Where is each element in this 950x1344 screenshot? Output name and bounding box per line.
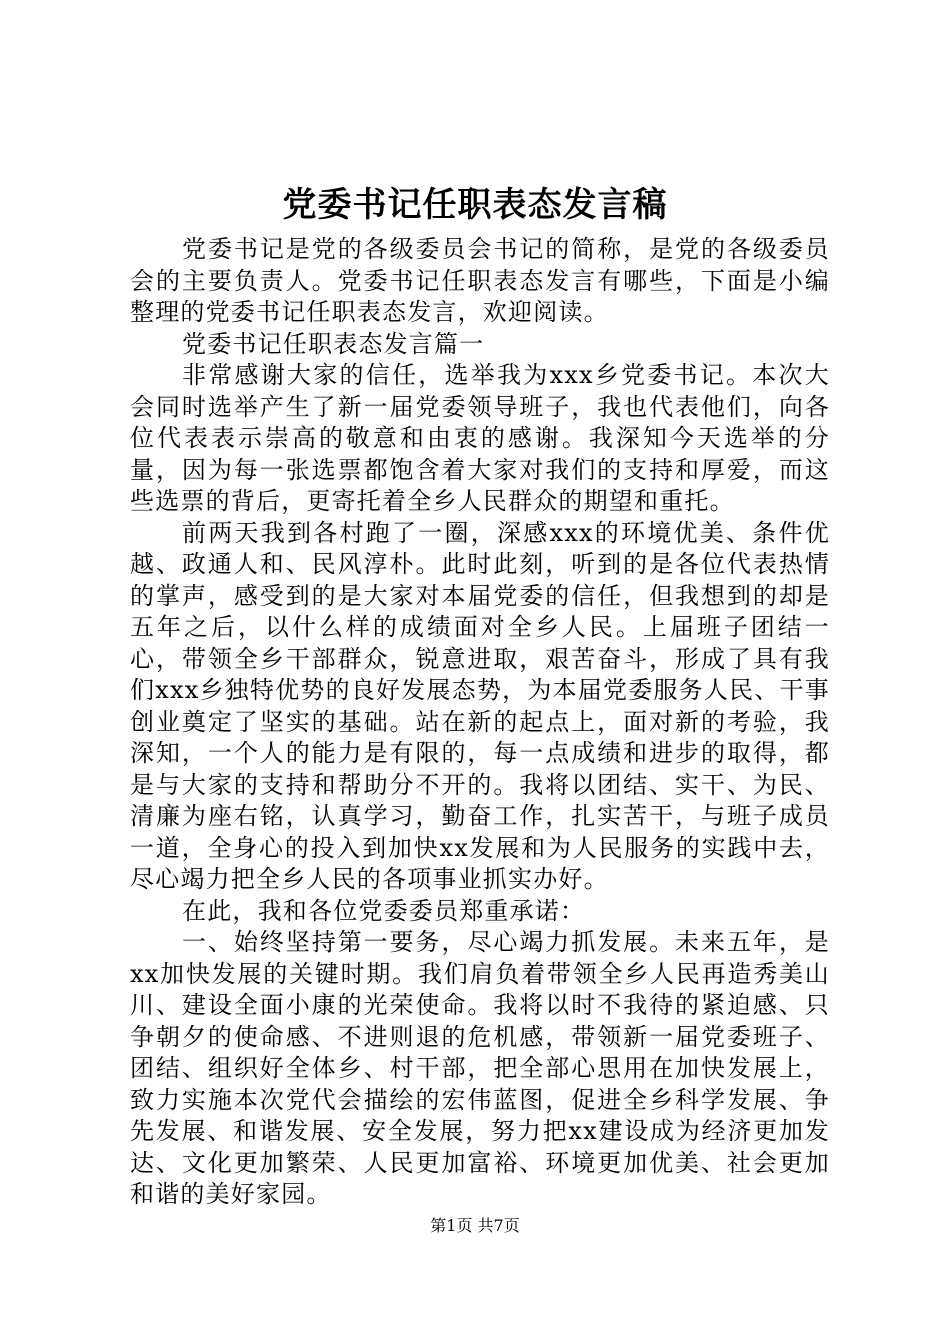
section-heading: 党委书记任职表态发言篇一 [182, 329, 485, 358]
document-body [130, 234, 830, 1211]
page-footer: 第1页 共7页 [430, 1216, 520, 1235]
body-paragraph: 前两天我到各村跑了一圈，深感xxx的环境优美、条件优越、政通人和、民风淳朴。此时此刻，听到的是各位代表热情的掌声，感受到的是大家对本届党委的信任，但我想到的却是五年之后，以什么样的成绩面对全乡人民。上届班子团结一心，带领全乡干部群众，锐意进取，艰苦奋斗，形成了具有我们xxx乡独特优势的良好发展态势，为本届党委服务人民、干事创业奠定了坚实的基础。站在新的起点上，面对新的考验，我深知，一个人的能力是有限的，每一点成绩和进步的取得，都是与大家的支持和帮助分不开的。我将以团结、实干、为民、清廉为座右铭，认真学习，勤奋工作，扎实苦干，与班子成员一道，全身心的投入到加快xx发展和为人民服务的实践中去，尽心竭力把全乡人民的各项事业抓实办好。 [130, 518, 830, 893]
body-paragraph: 在此，我和各位党委委员郑重承诺： [182, 896, 586, 925]
intro-paragraph: 党委书记是党的各级委员会书记的简称，是党的各级委员会的主要负责人。党委书记任职表态发言有哪些，下面是小编整理的党委书记任职表态发言，欢迎阅读。 [130, 235, 830, 326]
body-paragraph: 一、始终坚持第一要务，尽心竭力抓发展。未来五年，是xx加快发展的关键时期。我们肩负着带领全乡人民再造秀美山川、建设全面小康的光荣使命。我将以时不我待的紧迫感、只争朝夕的使命感、不进则退的危机感，带领新一届党委班子、团结、组织好全体乡、村干部，把全部心思用在加快发展上，致力实施本次党代会描绘的宏伟蓝图，促进全乡科学发展、争先发展、和谐发展、安全发展，努力把xx建设成为经济更加发达、文化更加繁荣、人民更加富裕、环境更加优美、社会更加和谐的美好家园。 [130, 928, 830, 1208]
body-paragraph: 非常感谢大家的信任，选举我为xxx乡党委书记。本次大会同时选举产生了新一届党委领导班子，我也代表他们，向各位代表表示崇高的敬意和由衷的感谢。我深知今天选举的分量，因为每一张选票都饱含着大家对我们的支持和厚爱，而这些选票的背后，更寄托着全乡人民群众的期望和重托。 [130, 361, 830, 515]
document-title: 党委书记任职表态发言稿 [282, 185, 668, 225]
